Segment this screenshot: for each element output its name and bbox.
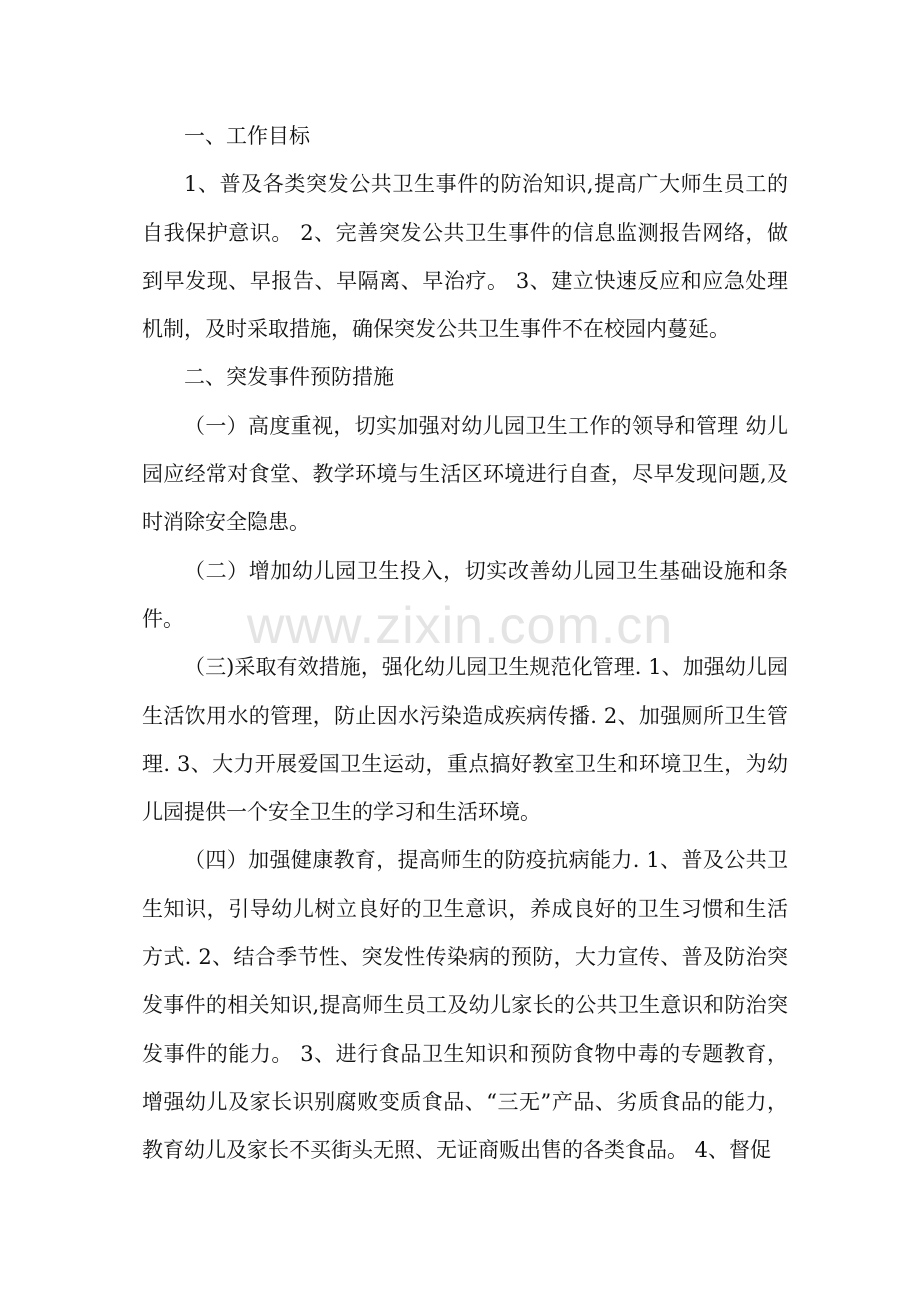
- paragraph-measure-1: （一）高度重视，切实加强对幼儿园卫生工作的领导和管理 幼儿园应经常对食堂、教学环境与生活区环境进行自查，尽早发现问题,及时消除安全隐患。: [142, 413, 788, 535]
- heading-prevention-measures: 二、突发事件预防措施: [184, 365, 394, 390]
- document-body: [142, 112, 788, 1175]
- paragraph-measure-4: （四）加强健康教育，提高师生的防疫抗病能力. 1、普及公共卫生知识，引导幼儿树立良好的卫生意识，养成良好的卫生习惯和生活方式. 2、结合季节性、突发性传染病的预防，大力宣传、普及防治突发事件的相关知识,提高师生员工及幼儿家长的公共卫生意识和防治突发事件的能力。 3、进行食品卫生知识和预防食物中毒的专题教育，增强幼儿及家长识别腐败变质食品、“三无”产品、劣质食品的能力，教育幼儿及家长不买街头无照、无证商贩出售的各类食品。 4、督促: [142, 848, 788, 1163]
- paragraph-goals-list: 1、普及各类突发公共卫生事件的防治知识,提高广大师生员工的自我保护意识。 2、完善突发公共卫生事件的信息监测报告网络，做到早发现、早报告、早隔离、早治疗。 3、建立快速反应和应急处理机制，及时采取措施，确保突发公共卫生事件不在校园内蔓延。: [142, 172, 788, 342]
- heading-work-goals: 一、工作目标: [184, 124, 310, 148]
- paragraph-measure-3: （三)采取有效措施，强化幼儿园卫生规范化管理. 1、加强幼儿园生活饮用水的管理，防止因水污染造成疾病传播. 2、加强厕所卫生管理. 3、大力开展爱国卫生运动，重点搞好教室卫生和环境卫生，为幼儿园提供一个安全卫生的学习和生活环境。: [142, 655, 788, 825]
- paragraph-measure-2: （二）增加幼儿园卫生投入，切实改善幼儿园卫生基础设施和条件。: [142, 558, 788, 631]
- watermark: www.zixin.com.cn: [246, 597, 674, 655]
